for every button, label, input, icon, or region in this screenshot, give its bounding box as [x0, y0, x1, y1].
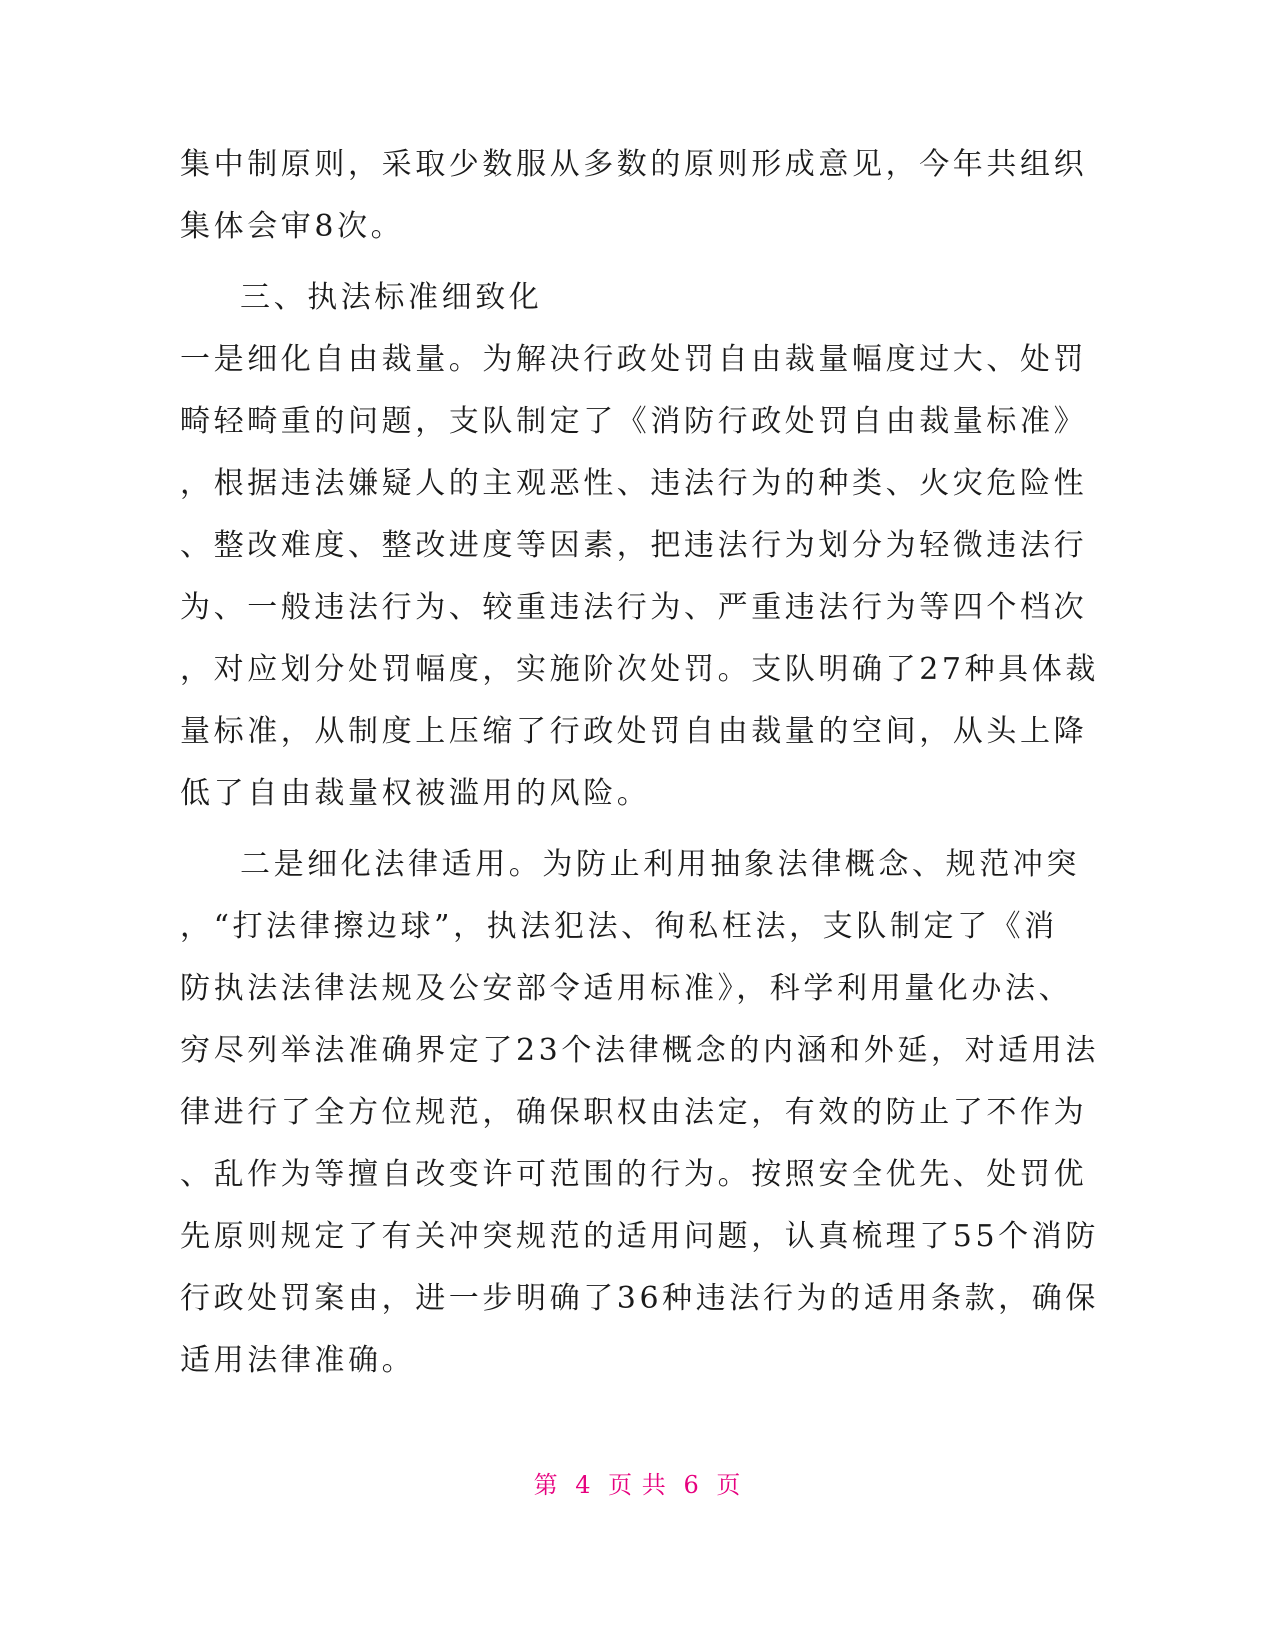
- text-line: 、整改难度、整改进度等因素，把违法行为划分为轻微违法行: [180, 528, 1088, 563]
- text-line: 先原则规定了有关冲突规范的适用问题，认真梳理了55个消防: [180, 1219, 1099, 1254]
- text-line: 行政处罚案由，进一步明确了36种违法行为的适用条款，确保: [180, 1281, 1099, 1316]
- text-line: 、乱作为等擅自改变许可范围的行为。按照安全优先、处罚优: [180, 1157, 1088, 1192]
- text-line: 防执法法律法规及公安部令适用标准》，科学利用量化办法、: [180, 971, 1073, 1006]
- section-heading: 三、执法标准细致化: [240, 280, 543, 315]
- footer-suffix: 页: [716, 1471, 742, 1499]
- text-line: 为、一般违法行为、较重违法行为、严重违法行为等四个档次: [180, 590, 1088, 625]
- current-page-number: 4: [575, 1471, 592, 1499]
- page-footer: [0, 1465, 1275, 1500]
- document-body: [180, 134, 1099, 1392]
- text-line: 律进行了全方位规范，确保职权由法定，有效的防止了不作为: [180, 1095, 1088, 1130]
- text-line: 畸轻畸重的问题，支队制定了《消防行政处罚自由裁量标准》: [180, 404, 1088, 439]
- text-line: ，根据违法嫌疑人的主观恶性、违法行为的种类、火灾危险性: [180, 466, 1088, 501]
- text-line: 集中制原则，采取少数服从多数的原则形成意见，今年共组织: [180, 147, 1088, 182]
- text-line: 穷尽列举法准确界定了23个法律概念的内涵和外延，对适用法: [180, 1033, 1099, 1068]
- text-line: 量标准，从制度上压缩了行政处罚自由裁量的空间，从头上降: [180, 714, 1088, 749]
- total-pages-number: 6: [683, 1471, 700, 1499]
- text-line: 集体会审8次。: [180, 209, 405, 244]
- text-line: 低了自由裁量权被滥用的风险。: [180, 776, 651, 811]
- text-line: 一是细化自由裁量。为解决行政处罚自由裁量幅度过大、处罚: [180, 342, 1088, 377]
- footer-prefix: 第: [533, 1471, 559, 1499]
- text-line: 适用法律准确。: [180, 1343, 416, 1378]
- footer-middle: 页 共: [608, 1471, 667, 1499]
- text-line: ，“打法律擦边球”，执法犯法、徇私枉法，支队制定了《消: [180, 909, 1058, 944]
- text-line: 二是细化法律适用。为防止利用抽象法律概念、规范冲突: [240, 847, 1080, 882]
- text-line: ，对应划分处罚幅度，实施阶次处罚。支队明确了27种具体裁: [180, 652, 1099, 687]
